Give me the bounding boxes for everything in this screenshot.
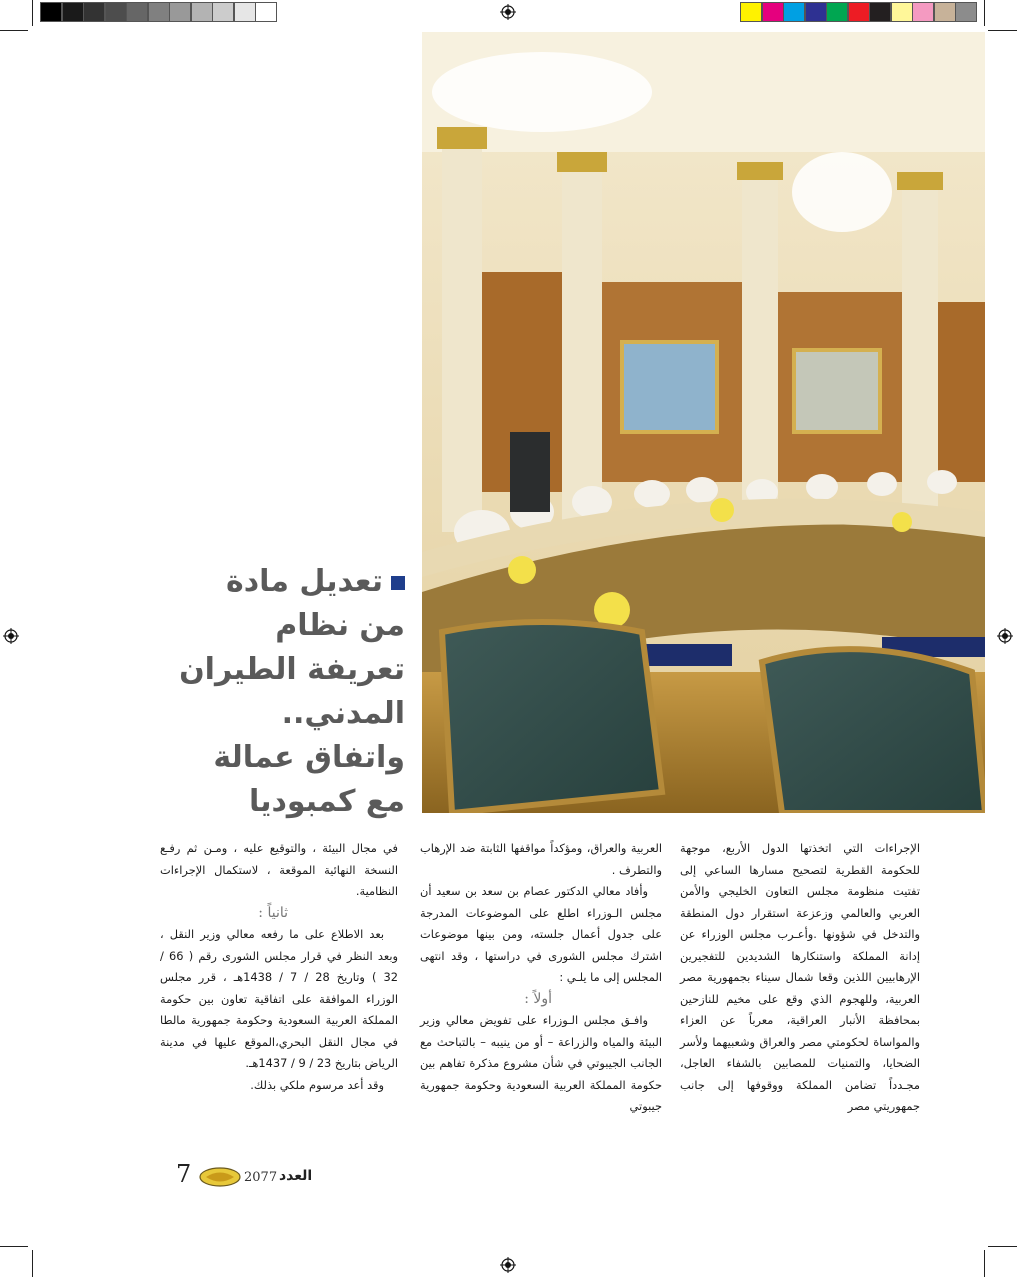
crop-mark: [32, 0, 33, 26]
grayscale-swatch: [105, 2, 127, 22]
color-swatch: [783, 2, 805, 22]
headline-line: تعديل مادة: [150, 560, 405, 604]
color-swatch: [891, 2, 913, 22]
grayscale-swatch: [62, 2, 84, 22]
headline-line: المدني..: [281, 696, 405, 731]
color-swatch: [740, 2, 762, 22]
grayscale-swatch: [212, 2, 234, 22]
color-swatch: [805, 2, 827, 22]
headline-line: واتفاق عمالة: [213, 740, 405, 775]
crop-mark: [984, 1250, 985, 1277]
paragraph: الإجراءات التي اتخذتها الدول الأربع، موجهة للحكومة القطرية لتصحيح مسارها الساعي إلى تفتيت منظومة مجلس التعاون الخليجي والأمن العربي والعالمي وزعزعة استقرار دول المنطقة والتدخل في شؤونها .وأعـرب مجلس الوزراء عن إدانة المملكة واستنكارها الشديدين للتفجيرين الإرهابيين اللذين وقعا شمال سيناء بجمهورية مصر العربية، وللهجوم الذي وقع على مخيم للنازحين بمحافظة الأنبار العراقية، معرباً عن العزاء والمواساة لحكومتي مصر والعراق وشعبيهما ولأسر الضحايا، والتمنيات للمصابين بالشفاء العاجل، مجـدداً تضامن المملكة ووقوفها إلى جانب جمهوريتي مصر: [680, 841, 920, 1113]
issue-number: 2077: [244, 1170, 278, 1185]
grayscale-swatch: [191, 2, 213, 22]
council-meeting-photo: [422, 32, 985, 813]
color-swatch: [912, 2, 934, 22]
headline-line: تعريفة الطيران: [179, 652, 405, 687]
paragraph: وأفاد معالي الدكتور عصام بن سعد بن سعيد أن مجلس الـوزراء اطلع على الموضوعات المدرجة على جدول أعمال جلسته، ومن بينها موضوعات اشترك مجلس الشورى في دراستها ، وقد انتهى المجلس إلى ما يلـي :: [420, 884, 662, 984]
section-subheading: ثانياً :: [258, 904, 288, 921]
issue-label: العدد: [279, 1168, 313, 1184]
headline-line: من نظام: [275, 608, 405, 643]
color-swatch: [762, 2, 784, 22]
grayscale-swatch: [126, 2, 148, 22]
grayscale-swatch: [234, 2, 256, 22]
paragraph: العربية والعراق، ومؤكداً مواقفها الثابتة ضد الإرهاب والتطرف .: [420, 841, 662, 877]
grayscale-swatch: [83, 2, 105, 22]
paragraph: وافـق مجلس الـوزراء على تفويض معالي وزير البيئة والمياه والزراعة – أو من ينيبه – بالتباحث مع الجانب الجيبوتي في شأن مشروع مذكرة تفاهم بين حكومة المملكة العربية السعودية وحكومة جمهورية جيبوتي: [420, 1013, 662, 1113]
crop-mark: [988, 30, 1017, 31]
page-number: 7: [176, 1160, 192, 1188]
crop-mark: [0, 1246, 28, 1247]
grayscale-swatch: [40, 2, 62, 22]
grayscale-swatch: [255, 2, 277, 22]
paragraph: بعد الاطلاع على ما رفعه معالي وزير النقل ، وبعد النظر في قرار مجلس الشورى رقم ( 66 / 32 ) وتاريخ 28 / 7 / 1438هـ ، قرر مجلس الوزراء الموافقة على اتفاقية تعاون بين حكومة المملكة العربية السعودية وحكومة جمهورية مالطا في مجال النقل البحري،الموقع عليها في مدينة الرياض بتاريخ 23 / 9 / 1437هـ.: [160, 927, 398, 1070]
section-subheading: أولاً :: [524, 990, 552, 1007]
article-column-left: [160, 838, 398, 1096]
paragraph: وقد أعد مرسوم ملكي بذلك.: [250, 1077, 384, 1092]
color-swatch: [955, 2, 977, 22]
grayscale-swatch: [148, 2, 170, 22]
crop-mark: [988, 1246, 1017, 1247]
article-column-right: [680, 838, 920, 1118]
color-swatch: [848, 2, 870, 22]
article-column-middle: [420, 838, 662, 1118]
magazine-logo-icon: [198, 1166, 242, 1188]
crop-mark: [32, 1250, 33, 1277]
headline-line: مع كمبوديا: [248, 784, 405, 819]
crop-mark: [0, 30, 28, 31]
color-swatch: [826, 2, 848, 22]
crop-mark: [984, 0, 985, 26]
article-headline: [150, 560, 405, 824]
color-swatch: [869, 2, 891, 22]
registration-mark-icon: [500, 4, 516, 20]
registration-mark-icon: [3, 628, 19, 644]
paragraph: في مجال البيئة ، والتوقيع عليه ، ومـن ثم رفـع النسخة النهائية الموقعة ، لاستكمال الإجراءات النظامية.: [160, 841, 398, 898]
color-swatch: [934, 2, 956, 22]
grayscale-swatch: [169, 2, 191, 22]
registration-mark-icon: [500, 1257, 516, 1273]
square-bullet-icon: [391, 576, 405, 590]
registration-mark-icon: [997, 628, 1013, 644]
